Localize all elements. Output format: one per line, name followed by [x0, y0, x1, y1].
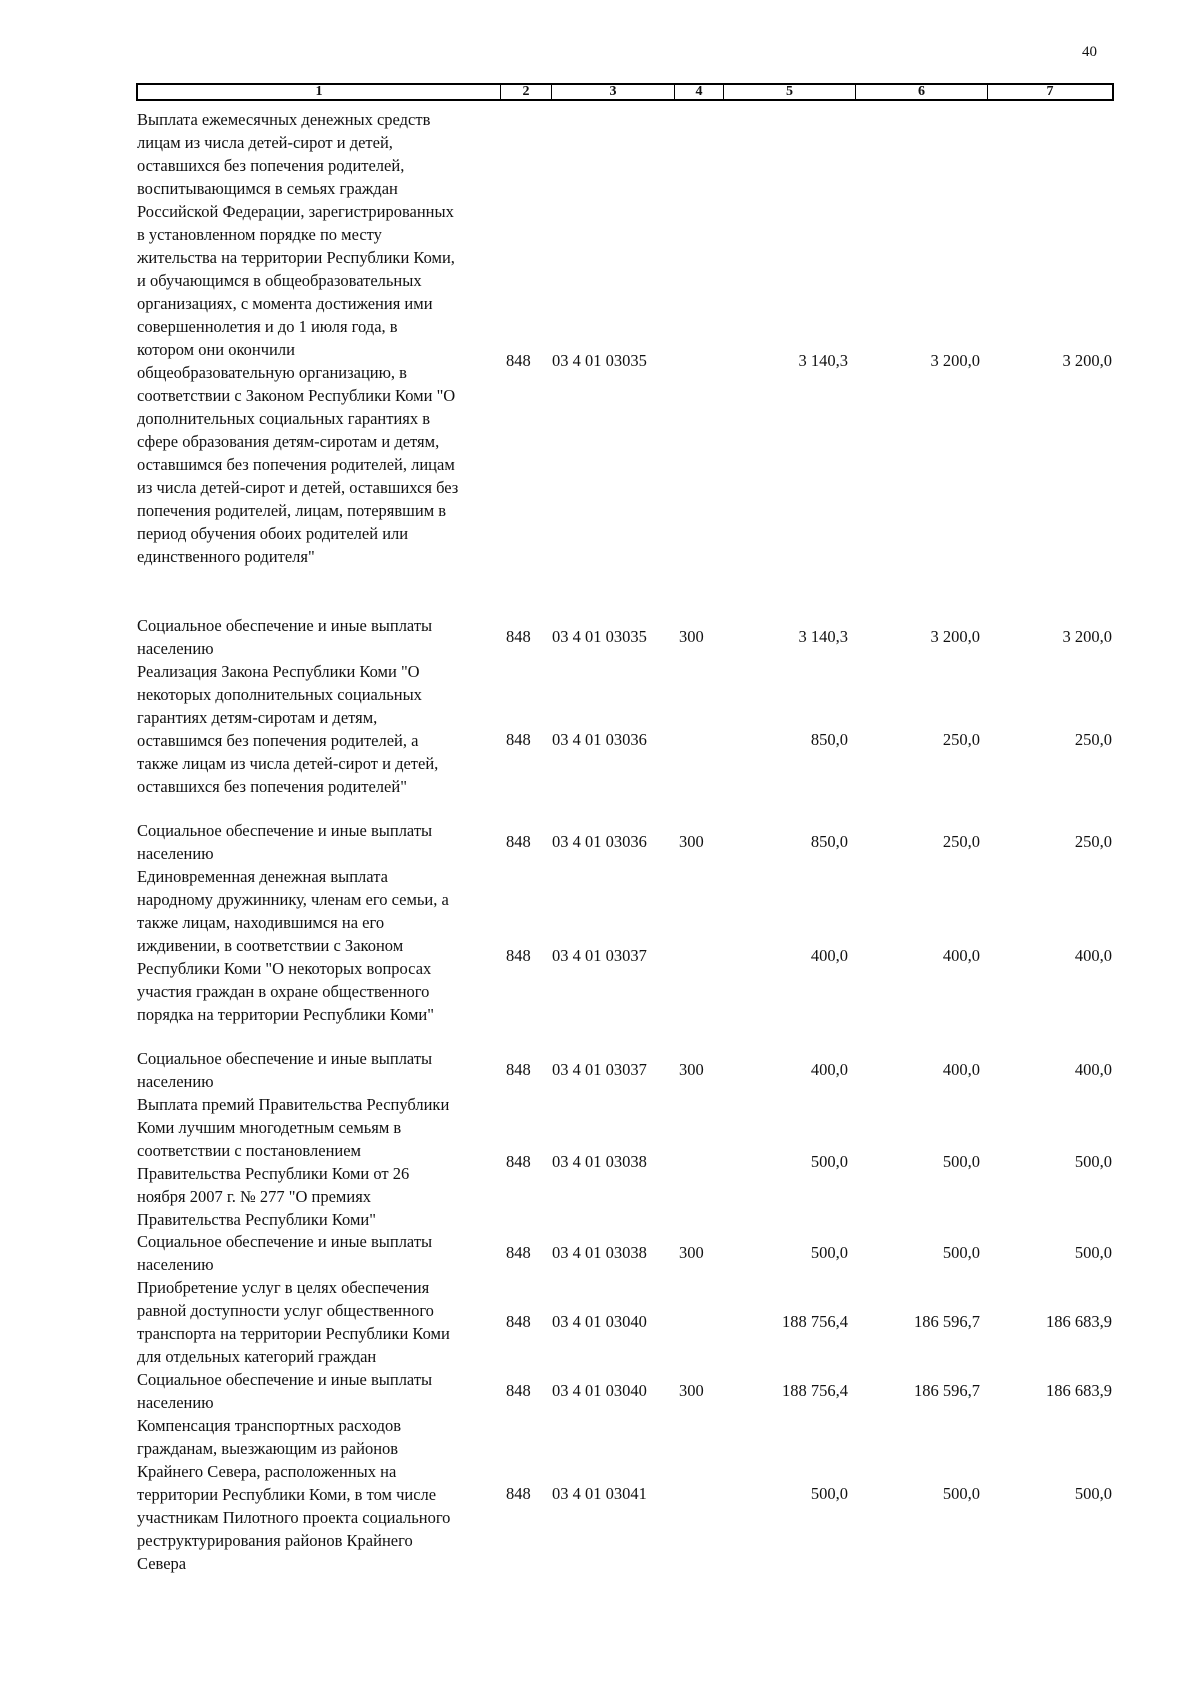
header-col-2: 2 — [501, 85, 552, 99]
row-amount-col6: 3 200,0 — [930, 351, 980, 370]
row-amount-col6: 186 596,7 — [914, 1312, 980, 1331]
row-admin-code: 848 — [506, 1243, 531, 1262]
row-amount-col7: 186 683,9 — [1046, 1312, 1112, 1331]
row-target-code: 03 4 01 03041 — [552, 1484, 647, 1503]
header-col-4: 4 — [675, 85, 724, 99]
row-amount-col6: 250,0 — [942, 832, 980, 851]
row-target-code: 03 4 01 03035 — [552, 627, 647, 646]
row-expense-type: 300 — [679, 627, 704, 646]
row-admin-code: 848 — [506, 1312, 531, 1331]
header-col-3: 3 — [552, 85, 675, 99]
row-amount-col6: 3 200,0 — [930, 627, 980, 646]
row-amount-col5: 400,0 — [810, 1060, 848, 1079]
row-amount-col6: 500,0 — [942, 1243, 980, 1262]
table-header-row — [136, 83, 1114, 101]
row-admin-code: 848 — [506, 1152, 531, 1171]
row-amount-col7: 500,0 — [1074, 1152, 1112, 1171]
row-target-code: 03 4 01 03037 — [552, 946, 647, 965]
row-amount-col7: 400,0 — [1074, 1060, 1112, 1079]
row-description: Приобретение услуг в целях обеспечения равной доступности услуг общественного транспорта на территории Республики Коми для отдельных категорий граждан — [137, 1278, 450, 1366]
row-target-code: 03 4 01 03035 — [552, 351, 647, 370]
row-target-code: 03 4 01 03036 — [552, 730, 647, 749]
row-admin-code: 848 — [506, 946, 531, 965]
row-amount-col6: 500,0 — [942, 1484, 980, 1503]
row-target-code: 03 4 01 03038 — [552, 1243, 647, 1262]
row-expense-type: 300 — [679, 1060, 704, 1079]
row-admin-code: 848 — [506, 1484, 531, 1503]
row-description: Социальное обеспечение и иные выплаты населению — [137, 821, 433, 863]
row-amount-col5: 850,0 — [810, 730, 848, 749]
row-amount-col7: 3 200,0 — [1062, 627, 1112, 646]
row-description: Реализация Закона Республики Коми "О некоторых дополнительных социальных гарантиях детям-сиротам и детям, оставшимся без попечения родителей, а также лицам из числа детей-сирот и детей, оставшихся без попечения родителей" — [137, 662, 439, 796]
row-expense-type: 300 — [679, 1243, 704, 1262]
row-amount-col5: 500,0 — [810, 1152, 848, 1171]
row-description: Социальное обеспечение и иные выплаты населению — [137, 1370, 433, 1412]
header-col-1: 1 — [138, 85, 501, 99]
row-description: Социальное обеспечение и иные выплаты населению — [137, 1049, 433, 1091]
row-target-code: 03 4 01 03038 — [552, 1152, 647, 1171]
header-col-7: 7 — [1046, 84, 1054, 99]
row-expense-type: 300 — [679, 1381, 704, 1400]
row-amount-col6: 400,0 — [942, 1060, 980, 1079]
row-description: Социальное обеспечение и иные выплаты населению — [137, 1232, 433, 1274]
row-description: Выплата премий Правительства Республики Коми лучшим многодетным семьям в соответствии с постановлением Правительства Республики Коми от 26 ноября 2007 г. № 277 "О премиях Правительства Республики Коми" — [137, 1095, 450, 1229]
row-expense-type: 300 — [679, 832, 704, 851]
row-admin-code: 848 — [506, 1060, 531, 1079]
row-amount-col6: 400,0 — [942, 946, 980, 965]
row-admin-code: 848 — [506, 1381, 531, 1400]
row-amount-col5: 188 756,4 — [782, 1381, 848, 1400]
row-amount-col6: 250,0 — [942, 730, 980, 749]
row-amount-col5: 850,0 — [810, 832, 848, 851]
row-admin-code: 848 — [506, 627, 531, 646]
row-amount-col7: 250,0 — [1074, 730, 1112, 749]
row-admin-code: 848 — [506, 730, 531, 749]
header-col-6: 6 — [856, 85, 988, 99]
row-amount-col5: 400,0 — [810, 946, 848, 965]
row-target-code: 03 4 01 03040 — [552, 1381, 647, 1400]
row-amount-col7: 186 683,9 — [1046, 1381, 1112, 1400]
row-description: Социальное обеспечение и иные выплаты населению — [137, 616, 433, 658]
row-amount-col6: 500,0 — [942, 1152, 980, 1171]
row-description: Единовременная денежная выплата народному дружиннику, членам его семьи, а также лицам, находившимся на его иждивении, в соответствии с Законом Республики Коми "О некоторых вопросах участия граждан в охране общественного порядка на территории Республики Коми" — [137, 867, 449, 1024]
row-amount-col5: 500,0 — [810, 1243, 848, 1262]
row-amount-col7: 500,0 — [1074, 1484, 1112, 1503]
row-amount-col5: 500,0 — [810, 1484, 848, 1503]
row-description: Компенсация транспортных расходов гражданам, выезжающим из районов Крайнего Севера, расположенных на территории Республики Коми, в том числе участникам Пилотного проекта социального реструктурирования районов Крайнего Севера — [137, 1416, 451, 1573]
row-amount-col7: 400,0 — [1074, 946, 1112, 965]
row-target-code: 03 4 01 03036 — [552, 832, 647, 851]
row-target-code: 03 4 01 03037 — [552, 1060, 647, 1079]
header-col-5: 5 — [724, 85, 856, 99]
row-target-code: 03 4 01 03040 — [552, 1312, 647, 1331]
row-amount-col7: 500,0 — [1074, 1243, 1112, 1262]
row-amount-col5: 188 756,4 — [782, 1312, 848, 1331]
row-admin-code: 848 — [506, 351, 531, 370]
row-amount-col7: 3 200,0 — [1062, 351, 1112, 370]
row-amount-col6: 186 596,7 — [914, 1381, 980, 1400]
row-amount-col5: 3 140,3 — [798, 627, 848, 646]
row-amount-col5: 3 140,3 — [798, 351, 848, 370]
row-amount-col7: 250,0 — [1074, 832, 1112, 851]
page-number: 40 — [1082, 44, 1097, 60]
row-admin-code: 848 — [506, 832, 531, 851]
row-description: Выплата ежемесячных денежных средств лицам из числа детей-сирот и детей, оставшихся без попечения родителей, воспитывающимся в семьях граждан Российской Федерации, зарегистрированных в установленном порядке по месту жительства на территории Республики Коми, и обучающимся в общеобразовательных организациях, с момента достижения ими совершеннолетия и до 1 июля года, в котором они окончили общеобразовательную организацию, в соответствии с Законом Республики Коми "О дополнительных социальных гарантиях в сфере образования детям-сиротам и детям, оставшимся без попечения родителей, лицам из числа детей-сирот и детей, оставшихся без попечения родителей, лицам, потерявшим в период обучения обоих родителей или единственного родителя" — [137, 110, 459, 566]
